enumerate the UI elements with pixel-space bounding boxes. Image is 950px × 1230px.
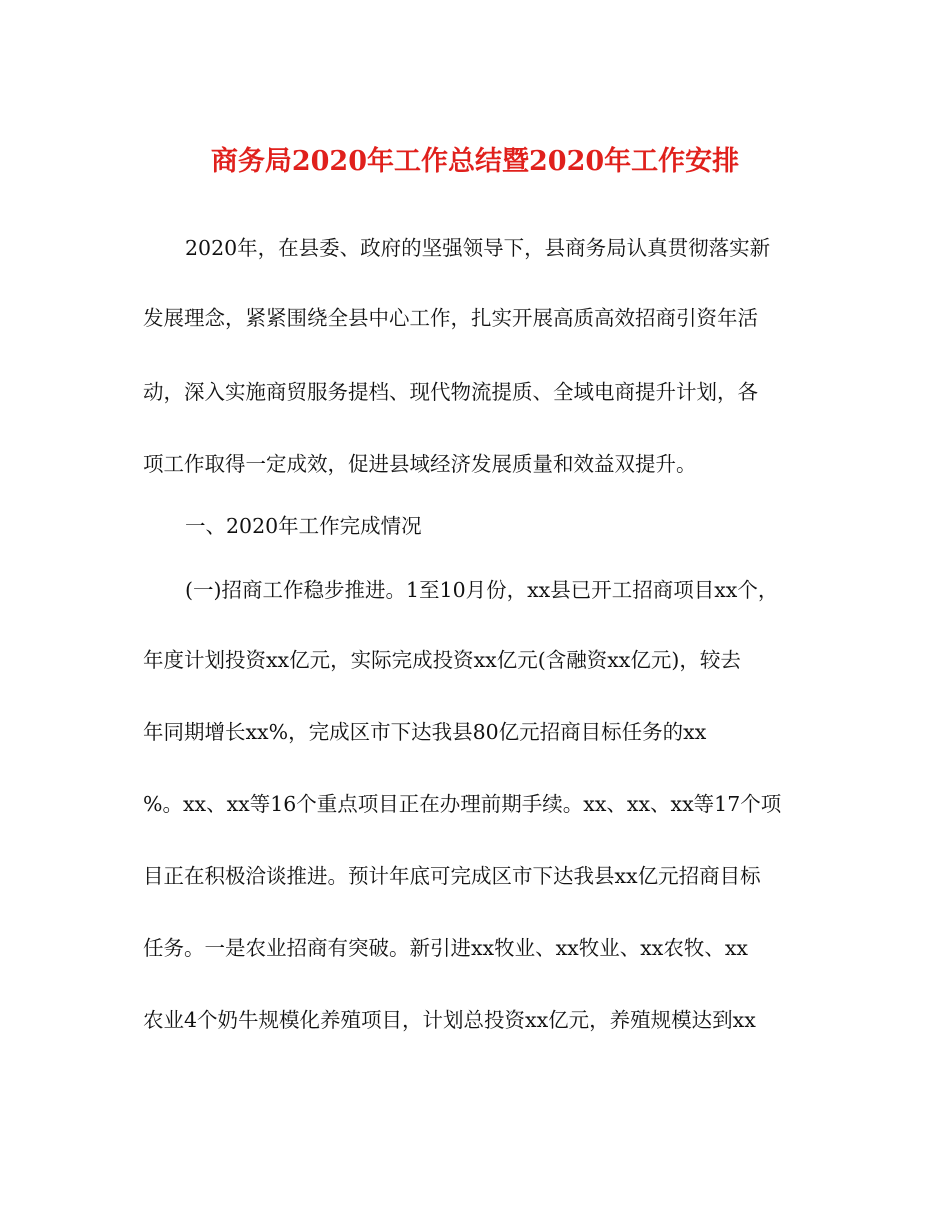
paragraph-line: 动，深入实施商贸服务提档、现代物流提质、全域电商提升计划，各 <box>143 380 758 404</box>
paragraph-line: (一)招商工作稳步推进。1至10月份，xx县已开工招商项目xx个， <box>185 578 779 602</box>
document-title: 商务局2020年工作总结暨2020年工作安排 <box>210 146 740 177</box>
paragraph-line: 2020年，在县委、政府的坚强领导下，县商务局认真贯彻落实新 <box>185 236 771 260</box>
paragraph-line: 发展理念，紧紧围绕全县中心工作，扎实开展高质高效招商引资年活 <box>143 306 758 330</box>
paragraph-line: 年度计划投资xx亿元，实际完成投资xx亿元(含融资xx亿元)，较去 <box>143 648 741 672</box>
paragraph-line: 项工作取得一定成效，促进县域经济发展质量和效益双提升。 <box>143 452 697 476</box>
paragraph-line: 年同期增长xx%，完成区市下达我县80亿元招商目标任务的xx <box>143 720 707 744</box>
section-heading: 一、2020年工作完成情况 <box>185 514 422 538</box>
paragraph-line: 农业4个奶牛规模化养殖项目，计划总投资xx亿元，养殖规模达到xx <box>143 1008 756 1032</box>
paragraph-line: 目正在积极洽谈推进。预计年底可完成区市下达我县xx亿元招商目标 <box>143 864 761 888</box>
paragraph-line: 任务。一是农业招商有突破。新引进xx牧业、xx牧业、xx农牧、xx <box>143 936 748 960</box>
paragraph-line: %。xx、xx等16个重点项目正在办理前期手续。xx、xx、xx等17个项 <box>143 792 782 816</box>
